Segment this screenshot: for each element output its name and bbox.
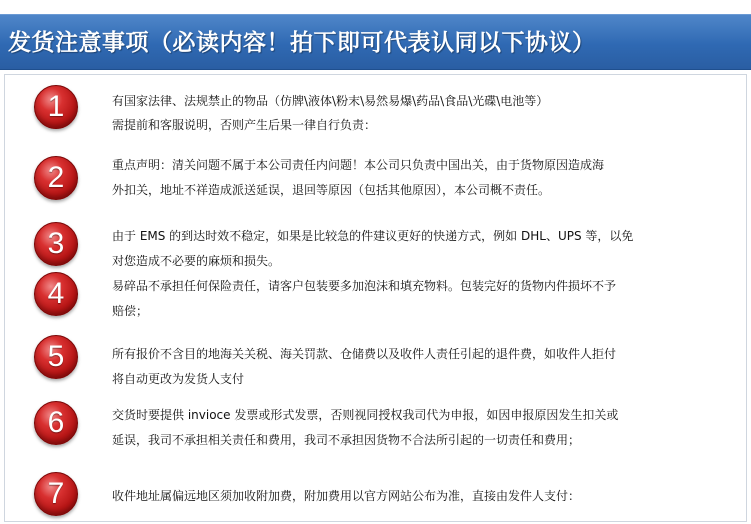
number-badge-1 bbox=[34, 85, 78, 129]
item-2-line-2: 外扣关，地址不祥造成派送延误，退回等原因（包括其他原因），本公司概不责任。 bbox=[112, 183, 551, 197]
item-4-line-2: 赔偿； bbox=[112, 304, 149, 318]
item-3-line-2: 对您造成不必要的麻烦和损失。 bbox=[112, 254, 281, 268]
item-1-line-1: 有国家法律、法规禁止的物品（仿牌\液体\粉末\易然易爆\药品\食品\光碟\电池等） bbox=[112, 94, 549, 108]
notice-panel bbox=[4, 74, 747, 522]
number-badge-5 bbox=[34, 335, 78, 379]
item-3-line-1: 由于 EMS 的到达时效不稳定，如果是比较急的件建议更好的快递方式，例如 DHL、UPS 等，以免 bbox=[112, 229, 634, 243]
item-5-line-1: 所有报价不含目的地海关关税、海关罚款、仓储费以及收件人责任引起的退件费，如收件人拒付 bbox=[112, 347, 617, 361]
number-badge-2 bbox=[34, 156, 78, 200]
badge-number: 3 bbox=[47, 227, 65, 260]
badge-number: 7 bbox=[47, 477, 65, 510]
badge-number: 4 bbox=[47, 277, 65, 310]
item-5-line-2: 将自动更改为发货人支付 bbox=[112, 372, 245, 386]
item-2-line-1: 重点声明：清关问题不属于本公司责任内问题！本公司只负责中国出关，由于货物原因造成海 bbox=[112, 158, 605, 172]
number-badge-3 bbox=[34, 222, 78, 266]
badge-number: 6 bbox=[47, 406, 65, 439]
number-badge-6 bbox=[34, 401, 78, 445]
item-7-line-1: 收件地址属偏远地区须加收附加费，附加费用以官方网站公布为准，直接由发件人支付： bbox=[112, 489, 581, 503]
item-6-line-1: 交货时要提供 invioce 发票或形式发票，否则视同授权我司代为申报，如因申报原因发生扣关或 bbox=[112, 408, 619, 422]
badge-number: 2 bbox=[47, 161, 65, 194]
badge-number: 5 bbox=[47, 340, 65, 373]
number-badge-4 bbox=[34, 272, 78, 316]
item-4-line-1: 易碎品不承担任何保险责任，请客户包装要多加泡沫和填充物料。包装完好的货物内件损坏不予 bbox=[112, 279, 617, 293]
banner-title: 发货注意事项（必读内容！拍下即可代表认同以下协议） bbox=[8, 29, 596, 56]
item-6-line-2: 延误，我司不承担相关责任和费用，我司不承担因货物不合法所引起的一切责任和费用； bbox=[112, 433, 581, 447]
number-badge-7 bbox=[34, 472, 78, 516]
item-1-line-2: 需提前和客服说明，否则产生后果一律自行负责： bbox=[112, 118, 377, 132]
title-banner bbox=[0, 14, 751, 70]
badge-number: 1 bbox=[47, 90, 65, 123]
